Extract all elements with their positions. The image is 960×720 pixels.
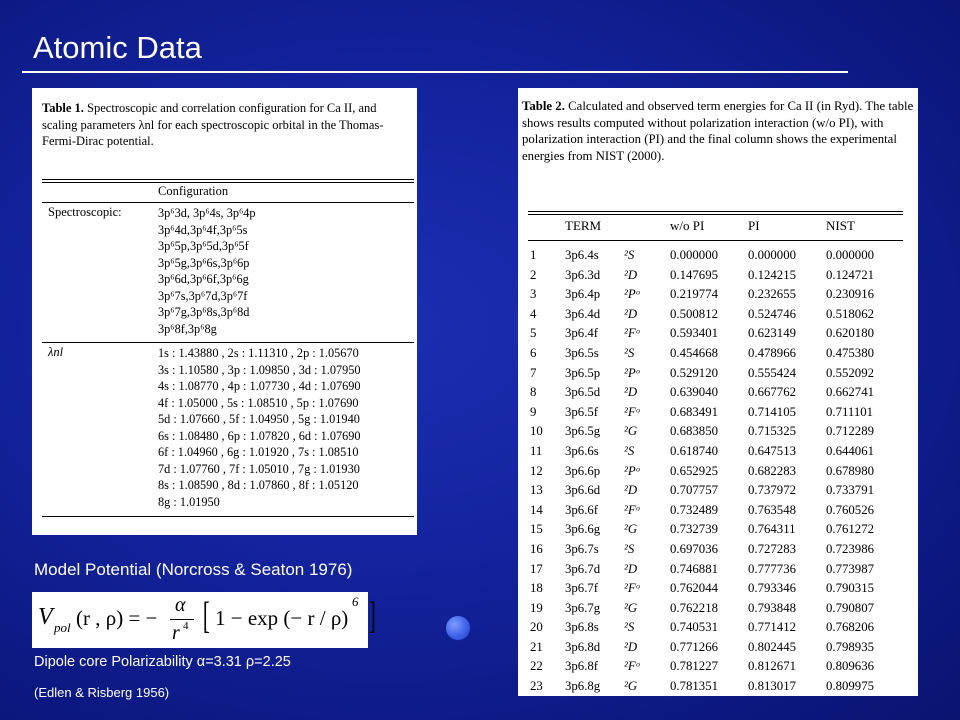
row-energy-nist: 0.712289	[826, 424, 874, 439]
table2-body	[528, 246, 903, 697]
row-term: 3p6.5d	[565, 385, 601, 400]
row-term: 3p6.5s	[565, 345, 599, 360]
row-energy-wopi: 0.500812	[670, 306, 718, 321]
row-symbol: ²Pᵒ	[624, 463, 640, 478]
row-term: 3p6.3d	[565, 267, 601, 282]
lambda-scaling-line: 3s : 1.10580 , 3p : 1.09850 , 3d : 1.07950	[158, 362, 361, 377]
row-index: 2	[530, 267, 537, 282]
table1-lambda-list	[158, 345, 361, 510]
row-symbol: ²S	[624, 443, 635, 458]
row-energy-pi: 0.813017	[748, 679, 796, 694]
row-term: 3p6.8s	[565, 620, 599, 635]
table-row	[528, 285, 903, 305]
row-energy-pi: 0.777736	[748, 561, 796, 576]
lambda-scaling-line: 6f : 1.04960 , 6g : 1.01920 , 7s : 1.08510	[158, 445, 359, 459]
row-term: 3p6.4s	[565, 248, 599, 262]
row-energy-wopi: 0.740531	[670, 620, 718, 635]
table-row	[528, 344, 903, 364]
table2-caption-text: Calculated and observed term energies for Ca II (in Ryd). The table shows results computed without polarization interaction (w/o PI), with polarization interaction (PI) and the final column shows the experimental energies from NIST (2000).	[522, 99, 914, 163]
spectroscopic-config-line: 3p⁶4d,3p⁶4f,3p⁶5s	[158, 222, 248, 237]
row-term: 3p6.4d	[565, 306, 601, 321]
spectroscopic-config-line: 3p⁶7s,3p⁶7d,3p⁶7f	[158, 288, 248, 303]
row-symbol: ²G	[624, 424, 638, 439]
row-symbol: ²S	[624, 620, 635, 635]
row-energy-nist: 0.711101	[826, 404, 874, 419]
lambda-scaling-line: 6s : 1.08480 , 6p : 1.07820 , 6d : 1.07690	[158, 428, 361, 443]
spectroscopic-config-line: 3p⁶5p,3p⁶5d,3p⁶5f	[158, 239, 249, 253]
row-energy-wopi: 0.732489	[670, 502, 718, 517]
table2-label: Table 2.	[522, 99, 565, 113]
row-index: 18	[530, 581, 543, 596]
row-symbol: ²D	[624, 561, 638, 576]
row-energy-wopi: 0.529120	[670, 365, 718, 380]
row-energy-wopi: 0.639040	[670, 385, 718, 400]
row-energy-pi: 0.812671	[748, 659, 796, 674]
table-row	[528, 618, 903, 638]
row-energy-wopi: 0.762218	[670, 600, 718, 615]
lambda-scaling-line: 4s : 1.08770 , 4p : 1.07730 , 4d : 1.07690	[158, 379, 361, 393]
row-energy-pi: 0.727283	[748, 541, 796, 556]
table1-spectroscopic-label: Spectroscopic:	[48, 205, 122, 219]
row-term: 3p6.5f	[565, 404, 599, 419]
row-energy-wopi: 0.707757	[670, 483, 718, 498]
row-index: 23	[530, 679, 543, 694]
table-row	[528, 324, 903, 344]
table-row	[528, 599, 903, 619]
row-energy-nist: 0.768206	[826, 620, 874, 635]
row-energy-wopi: 0.746881	[670, 561, 718, 576]
table2-header-pi: PI	[748, 218, 760, 233]
row-energy-pi: 0.555424	[748, 365, 796, 380]
row-term: 3p6.6s	[565, 443, 599, 458]
table-row	[528, 579, 903, 599]
table2-rule-header	[528, 240, 903, 241]
table2-header-term: TERM	[565, 218, 602, 233]
row-energy-wopi: 0.781351	[670, 679, 718, 694]
row-term: 3p6.5p	[565, 365, 601, 380]
title-divider	[22, 71, 848, 73]
row-term: 3p6.7f	[565, 581, 599, 596]
spectroscopic-config-line: 3p⁶8f,3p⁶8g	[158, 321, 217, 336]
row-term: 3p6.7s	[565, 541, 599, 556]
table-row	[528, 266, 903, 286]
model-potential-title: Model Potential (Norcross & Seaton 1976)	[34, 560, 353, 579]
dipole-prefix: Dipole core Polarizability	[34, 654, 197, 670]
table1-caption-text: Spectroscopic and correlation configuration for Ca II, and scaling parameters λnl for each spectroscopic orbital in the Thomas-Fermi-Dirac potential.	[42, 101, 384, 148]
formula-bracket-close: ]	[368, 595, 376, 637]
table2-rule-top2	[528, 214, 903, 215]
row-energy-nist: 0.798935	[826, 639, 874, 654]
row-energy-nist: 0.662741	[826, 385, 874, 400]
table-row	[528, 520, 903, 540]
row-index: 21	[530, 639, 543, 654]
table-row	[528, 677, 903, 697]
row-symbol: ²Fᵒ	[624, 326, 640, 341]
row-energy-wopi: 0.000000	[670, 248, 718, 262]
row-term: 3p6.8f	[565, 659, 599, 674]
table-row	[528, 638, 903, 658]
row-energy-pi: 0.524746	[748, 306, 796, 321]
row-energy-pi: 0.623149	[748, 326, 796, 341]
row-symbol: ²D	[624, 267, 638, 282]
formula-denominator: r	[172, 622, 180, 644]
row-energy-pi: 0.667762	[748, 385, 796, 400]
row-symbol: ²G	[624, 600, 638, 615]
row-energy-pi: 0.682283	[748, 463, 796, 478]
alpha-value: =3.31	[205, 654, 246, 670]
row-index: 3	[530, 287, 537, 302]
row-energy-nist: 0.761272	[826, 522, 874, 537]
row-energy-pi: 0.715325	[748, 424, 796, 439]
row-index: 7	[530, 365, 537, 380]
row-energy-nist: 0.809636	[826, 659, 874, 674]
row-energy-nist: 0.790807	[826, 600, 874, 615]
row-index: 14	[530, 502, 543, 517]
row-energy-wopi: 0.683850	[670, 424, 718, 439]
row-index: 6	[530, 345, 537, 360]
row-symbol: ²G	[624, 679, 638, 694]
polarization-formula	[32, 592, 376, 648]
row-energy-pi: 0.000000	[748, 248, 796, 262]
table-row	[528, 422, 903, 442]
row-index: 16	[530, 541, 543, 556]
row-energy-wopi: 0.652925	[670, 463, 718, 478]
row-symbol: ²S	[624, 541, 635, 556]
rho-value: =2.25	[254, 654, 291, 670]
row-term: 3p6.8d	[565, 639, 601, 654]
table2-header-wopi: w/o PI	[670, 218, 705, 233]
row-symbol: ²Fᵒ	[624, 581, 640, 596]
row-index: 10	[530, 424, 543, 439]
row-energy-nist: 0.230916	[826, 287, 874, 302]
row-energy-pi: 0.802445	[748, 639, 796, 654]
row-index: 19	[530, 600, 543, 615]
row-energy-wopi: 0.219774	[670, 287, 718, 302]
row-energy-pi: 0.647513	[748, 443, 796, 458]
rho-symbol: ρ	[245, 654, 255, 670]
alpha-symbol: α	[196, 654, 206, 670]
table1-caption	[42, 100, 410, 150]
row-index: 5	[530, 326, 537, 341]
table1-rule-bottom	[42, 516, 414, 517]
dipole-polarizability	[34, 654, 291, 670]
row-energy-nist: 0.678980	[826, 463, 874, 478]
row-energy-nist: 0.790315	[826, 581, 874, 596]
row-energy-nist: 0.773987	[826, 561, 874, 576]
row-energy-nist: 0.518062	[826, 306, 874, 321]
table-row	[528, 560, 903, 580]
row-index: 11	[530, 443, 543, 458]
table-row	[528, 501, 903, 521]
row-symbol: ²Fᵒ	[624, 659, 640, 674]
table-row	[528, 540, 903, 560]
row-energy-nist: 0.723986	[826, 541, 874, 556]
row-energy-wopi: 0.454668	[670, 345, 718, 360]
row-energy-pi: 0.124215	[748, 267, 796, 282]
row-energy-wopi: 0.771266	[670, 639, 718, 654]
row-energy-wopi: 0.732739	[670, 522, 718, 537]
lambda-scaling-line: 8g : 1.01950	[158, 494, 220, 509]
formula-v: V	[38, 604, 53, 630]
slide-title: Atomic Data	[33, 30, 202, 65]
table-row	[528, 442, 903, 462]
formula-numerator: α	[175, 594, 186, 616]
table1-rule-top2	[42, 182, 414, 183]
row-energy-nist: 0.124721	[826, 267, 874, 282]
row-term: 3p6.7d	[565, 561, 601, 576]
row-energy-pi: 0.478966	[748, 345, 796, 360]
row-energy-wopi: 0.593401	[670, 326, 718, 341]
row-energy-wopi: 0.147695	[670, 267, 718, 282]
row-term: 3p6.8g	[565, 679, 601, 694]
table-row	[528, 383, 903, 403]
row-energy-pi: 0.714105	[748, 404, 796, 419]
spectroscopic-config-line: 3p⁶6d,3p⁶6f,3p⁶6g	[158, 272, 249, 286]
row-energy-wopi: 0.697036	[670, 541, 718, 556]
row-symbol: ²D	[624, 639, 638, 654]
table-row	[528, 246, 903, 266]
row-energy-nist: 0.733791	[826, 483, 874, 498]
table1-spectroscopic-list	[158, 205, 256, 337]
formula-fraction-bar	[170, 619, 194, 620]
row-symbol: ²Fᵒ	[624, 502, 640, 517]
table1-rule-top	[42, 179, 414, 180]
formula-v-sub: pol	[54, 620, 71, 635]
row-symbol: ²D	[624, 306, 638, 321]
row-index: 4	[530, 306, 537, 321]
row-symbol: ²Pᵒ	[624, 365, 640, 380]
row-energy-pi: 0.232655	[748, 287, 796, 302]
row-term: 3p6.6p	[565, 463, 601, 478]
row-energy-nist: 0.552092	[826, 365, 874, 380]
row-index: 13	[530, 483, 543, 498]
row-energy-nist: 0.475380	[826, 345, 874, 360]
lambda-scaling-line: 1s : 1.43880 , 2s : 1.11310 , 2p : 1.05670	[158, 346, 359, 360]
row-index: 8	[530, 385, 537, 400]
row-energy-nist: 0.644061	[826, 443, 874, 458]
row-index: 9	[530, 404, 537, 419]
formula-args: (r , ρ) = −	[76, 606, 158, 630]
row-energy-nist: 0.000000	[826, 248, 874, 262]
spectroscopic-config-line: 3p⁶3d, 3p⁶4s, 3p⁶4p	[158, 206, 256, 220]
table1-lambda-label: λnl	[48, 345, 64, 359]
table2-panel	[518, 88, 918, 696]
lambda-scaling-line: 4f : 1.05000 , 5s : 1.08510 , 5p : 1.07690	[158, 395, 359, 410]
table1-panel	[32, 88, 417, 535]
row-term: 3p6.6d	[565, 483, 601, 498]
circle-bullet-icon	[446, 616, 470, 640]
row-energy-wopi: 0.683491	[670, 404, 718, 419]
row-term: 3p6.4f	[565, 326, 599, 341]
table-row	[528, 481, 903, 501]
reference-citation: (Edlen & Risberg 1956)	[34, 685, 170, 700]
table2-rule-top	[528, 211, 903, 212]
row-energy-pi: 0.764311	[748, 522, 796, 537]
row-term: 3p6.6g	[565, 522, 601, 537]
table1-header: Configuration	[158, 184, 229, 198]
row-energy-wopi: 0.762044	[670, 581, 718, 596]
row-energy-pi: 0.793848	[748, 600, 796, 615]
table-row	[528, 403, 903, 423]
row-energy-wopi: 0.618740	[670, 443, 718, 458]
lambda-scaling-line: 7d : 1.07760 , 7f : 1.05010 , 7g : 1.01930	[158, 461, 360, 476]
spectroscopic-config-line: 3p⁶7g,3p⁶8s,3p⁶8d	[158, 305, 250, 319]
table2-header-nist: NIST	[826, 218, 855, 233]
row-symbol: ²D	[624, 483, 638, 498]
lambda-scaling-line: 5d : 1.07660 , 5f : 1.04950 , 5g : 1.01940	[158, 412, 360, 426]
row-energy-wopi: 0.781227	[670, 659, 718, 674]
table2-header-row	[528, 218, 903, 238]
row-term: 3p6.6f	[565, 502, 599, 517]
spectroscopic-config-line: 3p⁶5g,3p⁶6s,3p⁶6p	[158, 255, 250, 270]
table-row	[528, 657, 903, 677]
row-index: 15	[530, 522, 543, 537]
row-symbol: ²S	[624, 248, 635, 262]
row-energy-pi: 0.763548	[748, 502, 796, 517]
table1-rule-mid	[42, 342, 414, 343]
row-index: 20	[530, 620, 543, 635]
table2-caption	[522, 98, 914, 164]
row-energy-nist: 0.620180	[826, 326, 874, 341]
table-row	[528, 305, 903, 325]
row-term: 3p6.7g	[565, 600, 601, 615]
formula-bracket-body: 1 − exp (− r / ρ)	[215, 606, 349, 630]
row-energy-nist: 0.760526	[826, 502, 874, 517]
table-row	[528, 364, 903, 384]
formula-denominator-exp: 4	[183, 620, 189, 632]
lambda-scaling-line: 8s : 1.08590 , 8d : 1.07860 , 8f : 1.05120	[158, 478, 359, 492]
table-row	[528, 462, 903, 482]
row-energy-nist: 0.809975	[826, 679, 874, 694]
table1-rule-header	[42, 202, 414, 203]
row-symbol: ²Pᵒ	[624, 287, 640, 302]
row-term: 3p6.5g	[565, 424, 601, 439]
row-energy-pi: 0.793346	[748, 581, 796, 596]
row-symbol: ²Fᵒ	[624, 404, 640, 419]
row-term: 3p6.4p	[565, 287, 601, 302]
row-energy-pi: 0.737972	[748, 483, 796, 498]
row-symbol: ²D	[624, 385, 638, 400]
row-energy-pi: 0.771412	[748, 620, 796, 635]
formula-power: 6	[352, 594, 359, 609]
row-symbol: ²S	[624, 345, 635, 360]
row-index: 1	[530, 248, 537, 262]
row-index: 12	[530, 463, 543, 478]
row-symbol: ²G	[624, 522, 638, 537]
row-index: 17	[530, 561, 543, 576]
formula-bracket-open: [	[202, 595, 210, 637]
row-index: 22	[530, 659, 543, 674]
table1-label: Table 1.	[42, 101, 84, 115]
